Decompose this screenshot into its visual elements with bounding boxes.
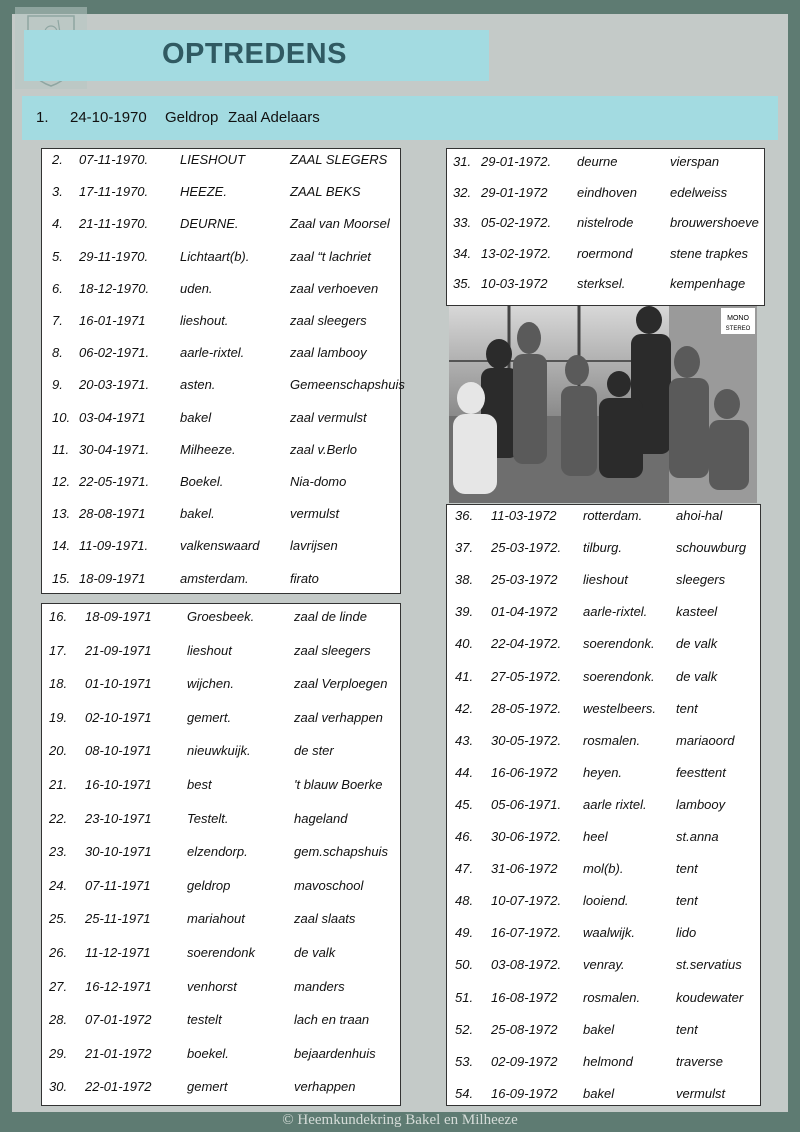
entry-date: 25-08-1972: [491, 1021, 558, 1037]
entry-num: 36.: [455, 508, 474, 523]
entry-place: waalwijk.: [583, 925, 636, 941]
entry-date: 13-02-1972.: [481, 245, 552, 261]
performance-entry: [455, 669, 800, 689]
entry-venue: vermulst: [290, 506, 340, 522]
performance-entry: [52, 249, 402, 269]
entry-date: 21-01-1972: [85, 1045, 152, 1061]
performance-entry: [455, 765, 800, 785]
performance-entry: [49, 609, 399, 629]
entry-venue: zaal verhappen: [294, 709, 383, 725]
performance-entry: [49, 777, 399, 797]
first-entry-place: Geldrop: [165, 109, 219, 126]
entry-num: 3.: [52, 184, 63, 200]
entry-date: 16-08-1972: [491, 989, 558, 1005]
entry-place: venhorst: [187, 978, 237, 994]
performance-entry: [455, 508, 800, 528]
entry-place: aarle-rixtel.: [180, 345, 245, 361]
entry-num: 21.: [49, 777, 68, 792]
entry-date: 25-11-1971: [85, 911, 151, 927]
entry-venue: zaal slaats: [294, 911, 356, 927]
entry-place: aarle rixtel.: [583, 796, 647, 812]
entry-venue: lach en traan: [294, 1012, 370, 1028]
photo-label: MONO: [727, 315, 749, 322]
entry-num: 12.: [52, 474, 71, 489]
performance-entry: [455, 572, 800, 592]
entry-venue: ahoi-hal: [676, 508, 723, 523]
entry-num: 8.: [52, 345, 63, 361]
performance-entry: [49, 878, 399, 898]
entry-venue: brouwershoeve: [670, 215, 759, 231]
entry-date: 08-10-1971: [85, 743, 152, 759]
entry-date: 16-06-1972: [491, 764, 558, 780]
photo-sublabel: STEREO: [725, 326, 751, 332]
performance-entry: [49, 945, 399, 965]
entry-venue: de valk: [676, 636, 718, 652]
entry-place: Boekel.: [180, 474, 224, 489]
entry-date: 30-10-1971: [85, 844, 152, 860]
entry-date: 21-11-1970.: [79, 216, 149, 232]
entry-num: 30.: [49, 1079, 68, 1095]
entry-num: 22.: [49, 810, 68, 826]
entry-date: 22-01-1972: [85, 1079, 152, 1095]
first-entry-date: 24-10-1970: [70, 109, 147, 126]
entry-num: 16.: [49, 609, 68, 624]
entry-venue: 't blauw Boerke: [294, 777, 383, 792]
entry-date: 11-09-1971.: [79, 538, 149, 554]
entry-num: 27.: [49, 978, 68, 994]
entry-venue: manders: [294, 978, 345, 994]
performance-entry: [52, 442, 402, 462]
entry-place: Groesbeek.: [187, 609, 255, 624]
entry-place: aarle-rixtel.: [583, 604, 648, 620]
entry-place: nieuwkuijk.: [187, 743, 251, 759]
performance-entry: [455, 957, 800, 977]
entry-date: 16-10-1971: [85, 777, 152, 792]
entry-num: 39.: [455, 604, 474, 620]
entry-num: 46.: [455, 829, 474, 844]
entry-place: bakel: [180, 409, 212, 425]
performance-entry: [453, 215, 800, 235]
entry-place: soerendonk.: [583, 668, 655, 684]
entry-date: 29-01-1972: [481, 184, 548, 200]
entry-date: 11-12-1971: [85, 945, 151, 960]
entry-place: lieshout: [583, 572, 628, 588]
entry-venue: zaal sleegers: [294, 642, 371, 658]
entry-place: HEEZE.: [180, 184, 227, 200]
entry-place: heel: [583, 829, 608, 844]
performance-entry: [455, 1054, 800, 1074]
entry-date: 03-08-1972.: [491, 957, 562, 973]
entry-place: deurne: [577, 154, 618, 169]
performance-entry: [49, 643, 399, 663]
performance-entry: [49, 743, 399, 763]
entry-date: 31-06-1972: [491, 861, 558, 877]
entry-venue: mariaoord: [676, 732, 735, 748]
entry-date: 16-01-1971: [79, 313, 146, 328]
entry-num: 43.: [455, 732, 474, 748]
entry-venue: edelweiss: [670, 184, 728, 200]
performance-entry: [455, 893, 800, 913]
entry-venue: zaal vermulst: [290, 409, 367, 425]
entry-num: 18.: [49, 676, 68, 692]
entry-num: 26.: [49, 945, 68, 960]
performance-entry: [49, 710, 399, 730]
entry-place: nistelrode: [577, 215, 634, 231]
entry-place: Testelt.: [187, 810, 229, 826]
entry-venue: kempenhage: [670, 276, 746, 292]
entry-num: 23.: [49, 844, 68, 860]
entry-venue: firato: [290, 570, 319, 586]
entry-place: Milheeze.: [180, 441, 236, 457]
entry-num: 42.: [455, 700, 474, 716]
entry-place: helmond: [583, 1053, 633, 1069]
entry-place: asten.: [180, 377, 216, 393]
entry-place: elzendorp.: [187, 844, 248, 860]
entry-place: valkenswaard: [180, 538, 260, 554]
entry-place: rosmalen.: [583, 732, 641, 748]
entry-num: 38.: [455, 572, 474, 588]
entry-date: 06-02-1971.: [79, 345, 150, 361]
entry-num: 10.: [52, 409, 71, 425]
entry-date: 02-09-1972: [491, 1053, 558, 1069]
entry-place: boekel.: [187, 1045, 229, 1061]
entry-date: 16-09-1972: [491, 1085, 558, 1101]
entry-venue: zaal de linde: [294, 609, 367, 624]
performance-entry: [455, 861, 800, 881]
entry-num: 7.: [52, 313, 63, 328]
entry-venue: lavrijsen: [290, 538, 338, 554]
entry-venue: hageland: [294, 810, 348, 826]
entry-date: 07-01-1972: [85, 1012, 152, 1028]
entry-num: 37.: [455, 540, 474, 556]
entry-venue: verhappen: [294, 1079, 356, 1095]
entry-num: 4.: [52, 216, 63, 232]
entry-num: 53.: [455, 1053, 474, 1069]
entry-num: 24.: [49, 877, 68, 893]
performance-entry: [52, 377, 405, 397]
performance-entry: [49, 979, 399, 999]
entry-venue: zaal sleegers: [290, 313, 367, 328]
entry-num: 13.: [52, 506, 71, 522]
entry-num: 15.: [52, 570, 71, 586]
entry-num: 19.: [49, 709, 68, 725]
entry-date: 18-09-1971: [79, 570, 146, 586]
entry-place: best: [187, 777, 212, 792]
entry-place: soerendonk.: [583, 636, 655, 652]
entry-date: 30-05-1972.: [491, 732, 562, 748]
entry-num: 40.: [455, 636, 474, 652]
performance-entry: [455, 636, 800, 656]
entry-place: gemert: [187, 1079, 228, 1095]
performance-entry: [455, 701, 800, 721]
entry-venue: ZAAL BEKS: [290, 184, 361, 200]
performance-entry: [52, 184, 402, 204]
entry-date: 18-09-1971: [85, 609, 152, 624]
entry-date: 27-05-1972.: [491, 668, 562, 684]
performance-entry: [455, 604, 800, 624]
first-entry-number: 1.: [36, 109, 49, 126]
entry-date: 29-11-1970.: [79, 248, 149, 264]
entry-date: 02-10-1971: [85, 709, 152, 725]
entry-date: 22-05-1971.: [79, 474, 150, 489]
performance-entry: [455, 797, 800, 817]
performance-entry: [52, 410, 402, 430]
entry-num: 44.: [455, 764, 474, 780]
entry-date: 11-03-1972: [491, 508, 557, 523]
performance-entry: [455, 540, 800, 560]
entry-venue: tent: [676, 861, 698, 877]
entry-place: tilburg.: [583, 540, 623, 556]
entry-venue: Zaal van Moorsel: [290, 216, 390, 232]
entry-venue: vierspan: [670, 154, 720, 169]
performance-entry: [453, 185, 800, 205]
entry-date: 28-05-1972.: [491, 700, 562, 716]
entry-date: 01-04-1972: [491, 604, 558, 620]
entry-date: 01-10-1971: [85, 676, 152, 692]
entry-num: 45.: [455, 796, 474, 812]
entry-venue: schouwburg: [676, 540, 747, 556]
entry-date: 07-11-1970.: [79, 152, 149, 167]
entry-place: mariahout: [187, 911, 245, 927]
entry-venue: de valk: [676, 668, 718, 684]
entry-place: soerendonk: [187, 945, 255, 960]
entry-venue: lido: [676, 925, 697, 941]
entry-place: venray.: [583, 957, 625, 973]
entry-place: bakel: [583, 1085, 615, 1101]
entry-venue: Nia-domo: [290, 474, 347, 489]
entry-place: wijchen.: [187, 676, 234, 692]
entry-num: 5.: [52, 248, 63, 264]
entry-num: 6.: [52, 280, 63, 296]
performance-entry: [455, 990, 800, 1010]
performance-entry: [49, 911, 399, 931]
performance-entry: [52, 538, 402, 558]
entry-date: 23-10-1971: [85, 810, 152, 826]
entry-date: 28-08-1971: [79, 506, 146, 522]
entry-date: 21-09-1971: [85, 642, 152, 658]
performance-entry: [52, 152, 402, 172]
entry-num: 29.: [49, 1045, 68, 1061]
performance-entry: [49, 676, 399, 696]
entry-num: 28.: [49, 1012, 68, 1028]
performance-list-box-a: [41, 148, 401, 594]
performance-entry: [52, 474, 402, 494]
entry-place: LIESHOUT: [180, 152, 246, 167]
copyright-footer: © Heemkundekring Bakel en Milheeze: [282, 1112, 518, 1128]
entry-num: 52.: [455, 1021, 474, 1037]
entry-place: rosmalen.: [583, 989, 641, 1005]
performance-entry: [49, 844, 399, 864]
entry-date: 25-03-1972: [491, 572, 558, 588]
entry-date: 05-02-1972.: [481, 215, 552, 231]
entry-place: testelt: [187, 1012, 222, 1028]
entry-date: 07-11-1971: [85, 877, 151, 893]
performance-entry: [52, 345, 402, 365]
entry-date: 16-12-1971: [85, 978, 152, 994]
entry-num: 2.: [52, 152, 63, 167]
entry-place: gemert.: [187, 709, 232, 725]
entry-venue: koudewater: [676, 989, 744, 1005]
entry-venue: feesttent: [676, 764, 726, 780]
entry-venue: bejaardenhuis: [294, 1045, 376, 1061]
entry-num: 48.: [455, 893, 474, 909]
entry-place: eindhoven: [577, 184, 637, 200]
entry-num: 17.: [49, 642, 68, 658]
entry-venue: zaal lambooy: [290, 345, 367, 361]
performance-entry: [52, 313, 402, 333]
performance-entry: [455, 925, 800, 945]
performance-entry: [455, 1086, 800, 1106]
entry-venue: vermulst: [676, 1085, 726, 1101]
performance-entry: [453, 154, 800, 174]
entry-num: 41.: [455, 668, 474, 684]
entry-venue: zaal Verploegen: [294, 676, 388, 692]
performance-entry: [52, 281, 402, 301]
page-title: OPTREDENS: [162, 38, 347, 70]
entry-num: 49.: [455, 925, 474, 941]
entry-num: 14.: [52, 538, 71, 554]
entry-venue: de valk: [294, 945, 336, 960]
entry-num: 31.: [453, 154, 472, 169]
entry-place: DEURNE.: [180, 216, 239, 232]
entry-place: Lichtaart(b).: [180, 248, 250, 264]
performance-entry: [49, 1012, 399, 1032]
entry-num: 33.: [453, 215, 472, 231]
entry-place: lieshout.: [180, 313, 229, 328]
entry-date: 05-06-1971.: [491, 796, 562, 812]
band-photo: [449, 306, 757, 503]
entry-venue: zaal verhoeven: [290, 280, 379, 296]
entry-date: 03-04-1971: [79, 409, 146, 425]
entry-place: looiend.: [583, 893, 629, 909]
entry-num: 25.: [49, 911, 68, 927]
first-entry-venue: Zaal Adelaars: [228, 109, 320, 126]
entry-num: 20.: [49, 743, 68, 759]
performance-entry: [453, 246, 800, 266]
entry-place: bakel.: [180, 506, 215, 522]
entry-num: 54.: [455, 1085, 474, 1101]
entry-date: 10-03-1972: [481, 276, 548, 292]
entry-venue: sleegers: [676, 572, 726, 588]
entry-date: 25-03-1972.: [491, 540, 562, 556]
performance-entry: [455, 1022, 800, 1042]
entry-place: rotterdam.: [583, 508, 643, 523]
performance-entry: [49, 1079, 399, 1099]
entry-place: bakel: [583, 1021, 615, 1037]
entry-place: amsterdam.: [180, 570, 249, 586]
entry-date: 18-12-1970.: [79, 280, 150, 296]
entry-venue: tent: [676, 700, 698, 716]
entry-venue: gem.schapshuis: [294, 844, 388, 860]
entry-venue: tent: [676, 893, 698, 909]
entry-date: 16-07-1972.: [491, 925, 562, 941]
entry-place: uden.: [180, 280, 213, 296]
entry-place: westelbeers.: [583, 700, 656, 716]
entry-venue: stene trapkes: [670, 245, 749, 261]
performance-entry: [52, 216, 402, 236]
entry-venue: tent: [676, 1021, 698, 1037]
entry-venue: st.anna: [676, 829, 719, 844]
entry-num: 35.: [453, 276, 472, 292]
entry-num: 32.: [453, 184, 472, 200]
performance-entry: [453, 276, 800, 296]
entry-place: mol(b).: [583, 861, 624, 877]
entry-num: 9.: [52, 377, 63, 393]
entry-venue: kasteel: [676, 604, 718, 620]
entry-date: 20-03-1971.: [79, 377, 150, 393]
entry-venue: traverse: [676, 1053, 723, 1069]
performance-entry: [455, 829, 800, 849]
entry-place: geldrop: [187, 877, 231, 893]
entry-num: 50.: [455, 957, 474, 973]
entry-date: 30-04-1971.: [79, 441, 150, 457]
entry-place: roermond: [577, 245, 633, 261]
entry-num: 34.: [453, 245, 472, 261]
entry-venue: zaal v.Berlo: [290, 441, 357, 457]
entry-num: 11.: [52, 441, 70, 457]
entry-venue: st.servatius: [676, 957, 742, 973]
entry-place: lieshout: [187, 642, 232, 658]
performance-entry: [52, 571, 402, 591]
performance-entry: [455, 733, 800, 753]
entry-num: 51.: [455, 989, 474, 1005]
entry-place: heyen.: [583, 764, 623, 780]
entry-place: sterksel.: [577, 276, 626, 292]
entry-venue: lambooy: [676, 796, 726, 812]
entry-venue: de ster: [294, 743, 334, 759]
entry-date: 17-11-1970.: [79, 184, 149, 200]
entry-venue: Gemeenschapshuis: [290, 377, 405, 393]
performance-entry: [52, 506, 402, 526]
performance-entry: [49, 811, 399, 831]
entry-date: 29-01-1972.: [481, 154, 552, 169]
entry-date: 22-04-1972.: [491, 636, 562, 652]
performance-entry: [49, 1046, 399, 1066]
entry-venue: mavoschool: [294, 877, 364, 893]
entry-venue: ZAAL SLEGERS: [290, 152, 388, 167]
entry-date: 10-07-1972.: [491, 893, 562, 909]
entry-venue: zaal “t lachriet: [290, 248, 371, 264]
entry-date: 30-06-1972.: [491, 829, 562, 844]
entry-num: 47.: [455, 861, 474, 877]
